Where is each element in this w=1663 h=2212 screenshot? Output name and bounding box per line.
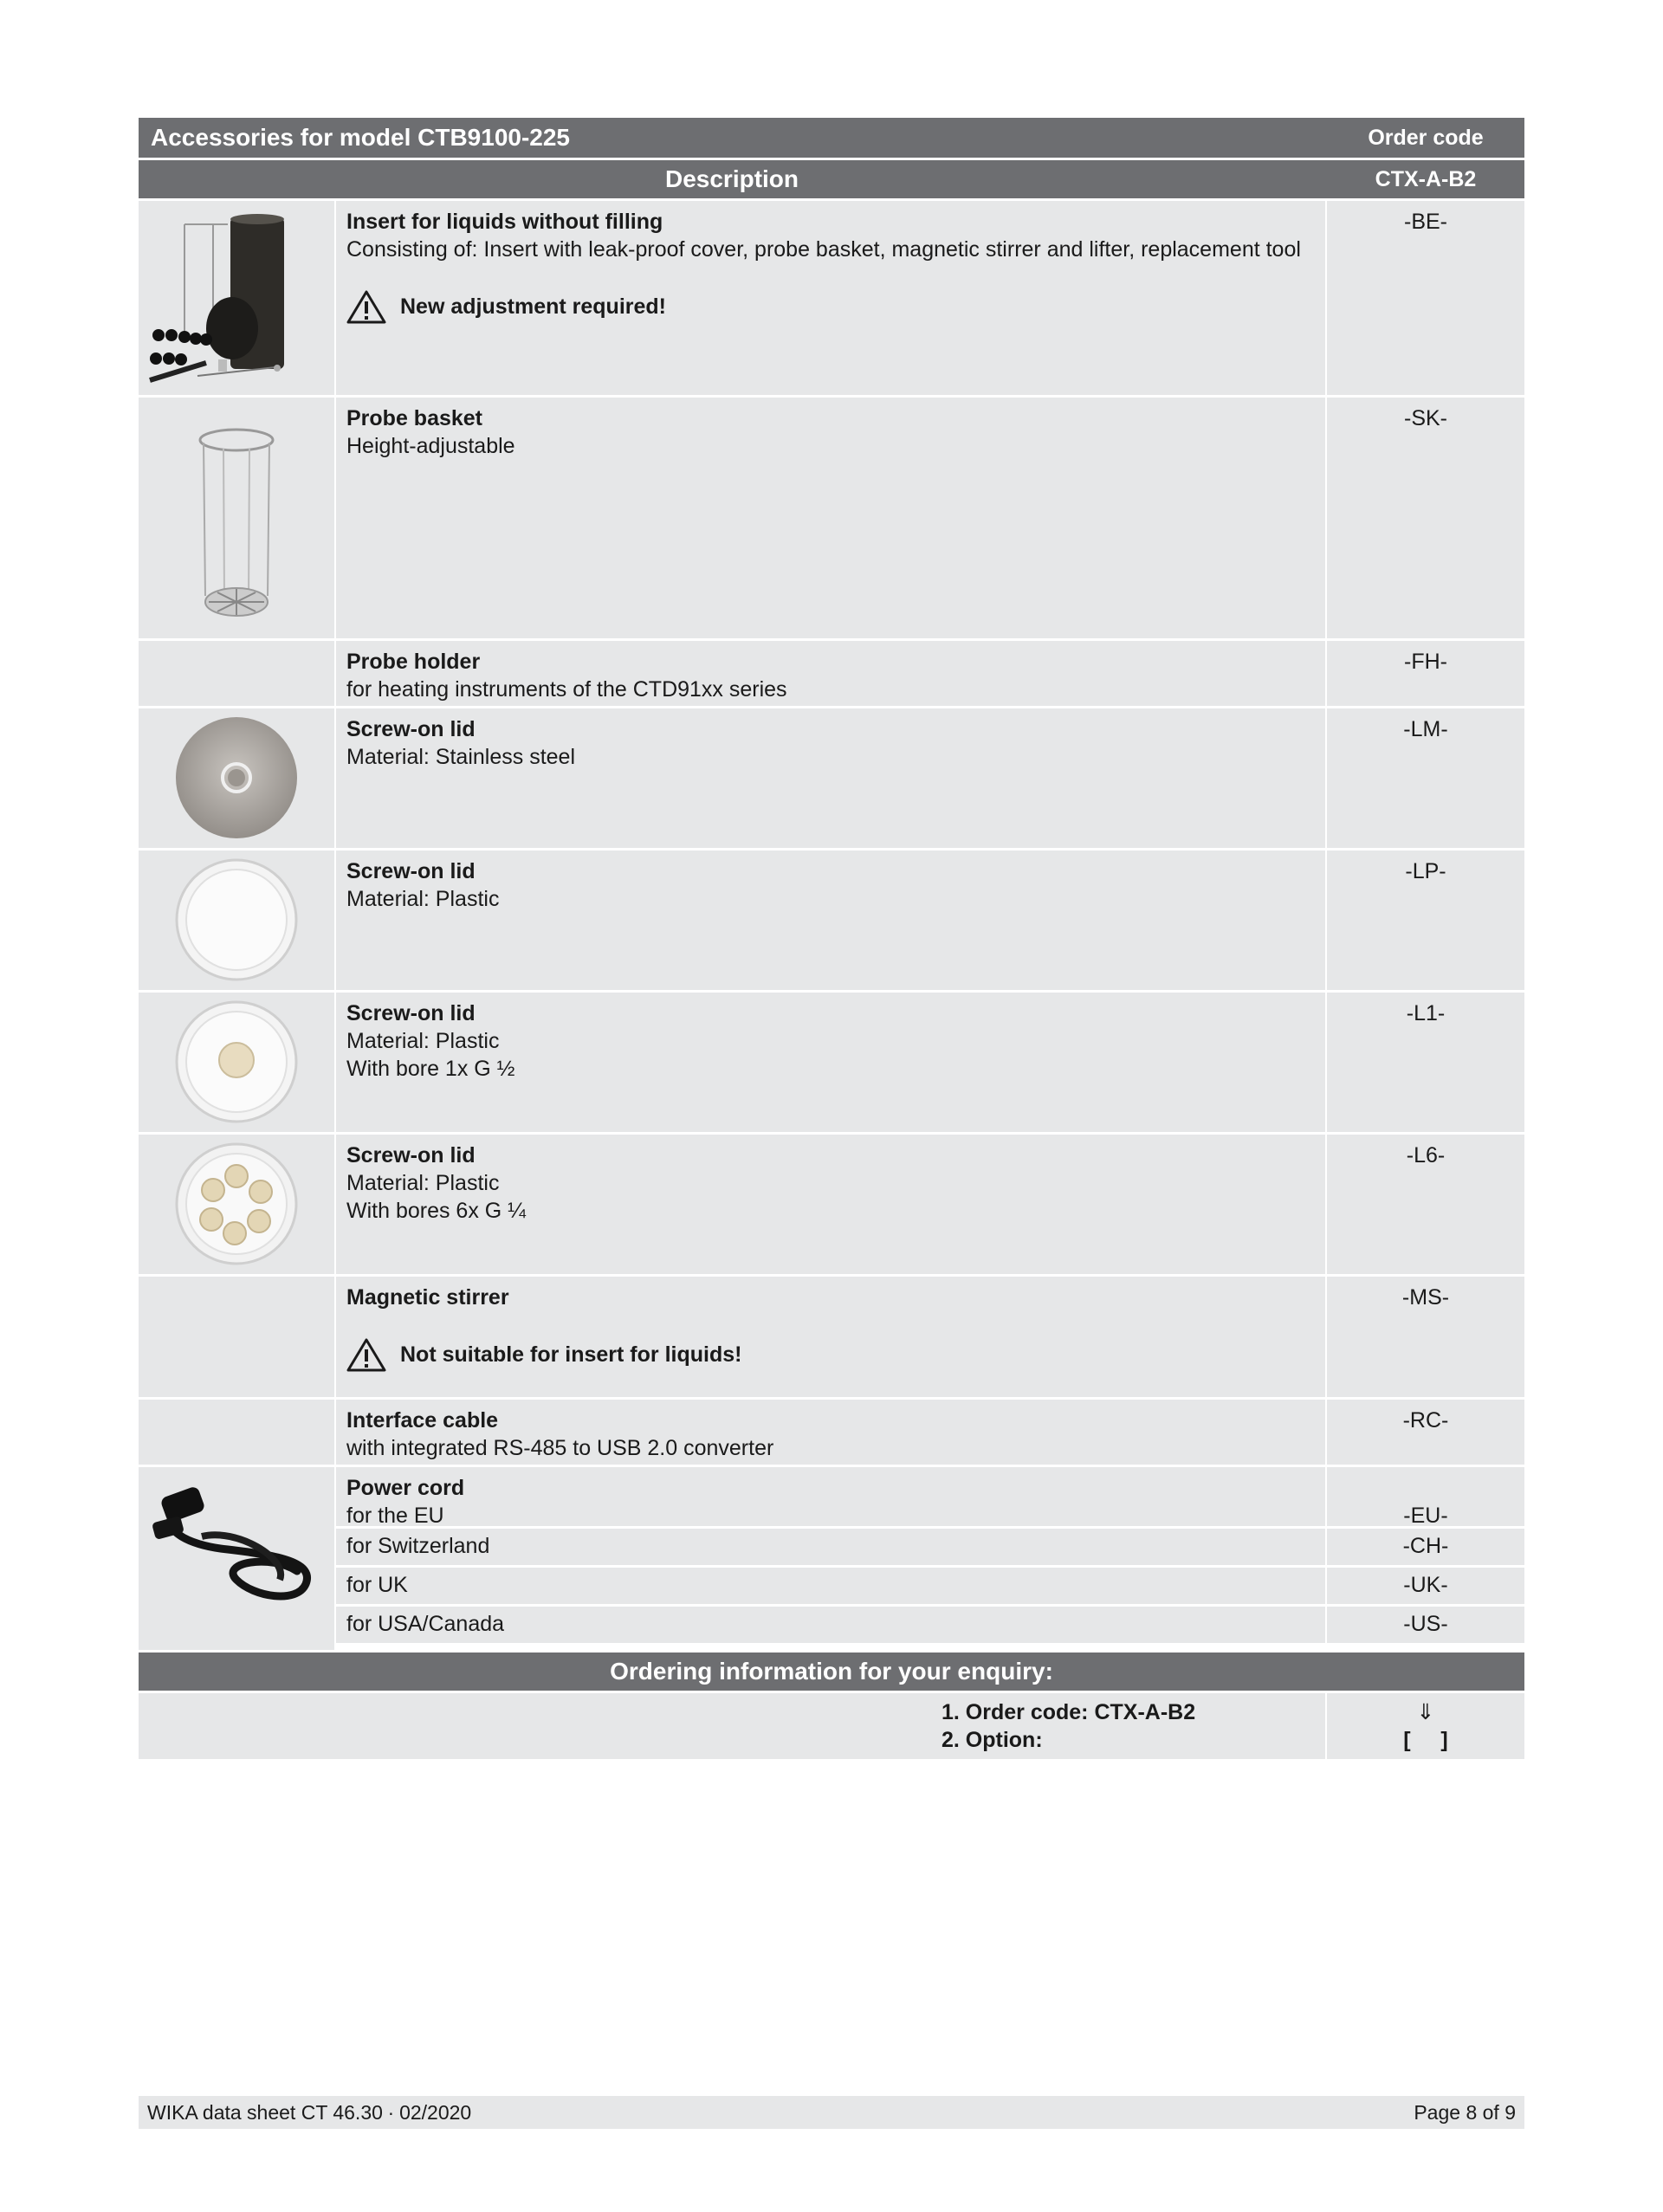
description-header: Description (664, 165, 799, 192)
order-code: -RC- (1327, 1400, 1524, 1465)
item-title: Insert for liquids without filling (346, 210, 663, 234)
page-footer (139, 2096, 1524, 2129)
order-code: -FH- (1327, 641, 1524, 706)
code-prefix-header: CTX-A-B2 (1375, 167, 1477, 191)
item-description: Material: Plastic (346, 1171, 500, 1195)
table-row (139, 1400, 1524, 1465)
order-code: -SK- (1327, 398, 1524, 638)
item-title: Probe holder (346, 650, 481, 674)
footer-document-ref: WIKA data sheet CT 46.30 ∙ 02/2020 (147, 2100, 472, 2124)
item-description: With bore 1x G ½ (346, 1057, 515, 1081)
footer-page-number: Page 8 of 9 (1414, 2100, 1516, 2124)
item-title: Magnetic stirrer (346, 1285, 509, 1310)
warning-icon (346, 289, 386, 324)
warning-notice (346, 289, 1315, 324)
order-code: -LP- (1327, 851, 1524, 990)
table-row (139, 993, 1524, 1132)
warning-icon (346, 1337, 386, 1372)
warning-text: Not suitable for insert for liquids! (400, 1342, 742, 1367)
order-code: -BE- (1327, 201, 1524, 395)
table-title: Accessories for model CTB9100-225 (151, 124, 570, 151)
table-row (139, 398, 1524, 638)
order-code: -CH- (1327, 1529, 1524, 1565)
warning-notice (346, 1337, 1315, 1372)
order-code: -UK- (1327, 1568, 1524, 1604)
probe-basket-photo (139, 398, 334, 638)
item-description: for heating instruments of the CTD91xx series (346, 677, 787, 702)
item-description: Material: Stainless steel (346, 745, 576, 769)
table-row (139, 641, 1524, 706)
item-description: for UK (336, 1568, 1325, 1604)
ordering-row (139, 1693, 1524, 1759)
table-row (139, 201, 1524, 395)
item-title: Probe basket (346, 406, 483, 430)
item-title: Screw-on lid (346, 717, 476, 741)
item-description: Consisting of: Insert with leak-proof cover, probe basket, magnetic stirrer and lifter, replacement tool (346, 237, 1301, 262)
order-code-line: 1. Order code: CTX-A-B2 (942, 1700, 1196, 1724)
table-header-row (139, 118, 1524, 158)
item-title: Power cord (346, 1476, 465, 1500)
order-code-header: Order code (1368, 126, 1484, 150)
item-description: Material: Plastic (346, 887, 500, 911)
table-subheader-row (139, 160, 1524, 198)
item-title: Screw-on lid (346, 1001, 476, 1025)
plastic-lid-photo (139, 851, 334, 990)
option-input-bracket: [ ] (1403, 1728, 1448, 1752)
lid-one-bore-photo (139, 993, 334, 1132)
accessories-table (139, 118, 1524, 1759)
item-description: for USA/Canada (336, 1607, 1325, 1643)
power-cord-block (139, 1467, 1524, 1650)
order-code: -LM- (1327, 708, 1524, 848)
item-title: Screw-on lid (346, 859, 476, 883)
order-code: -L6- (1327, 1135, 1524, 1274)
item-description: with integrated RS-485 to USB 2.0 converter (346, 1436, 774, 1460)
ordering-header: Ordering information for your enquiry: (139, 1653, 1524, 1691)
steel-lid-photo (139, 708, 334, 848)
warning-text: New adjustment required! (400, 294, 666, 319)
power-cord-photo (139, 1467, 334, 1650)
order-code: -US- (1327, 1607, 1524, 1643)
order-code: -EU- (1327, 1467, 1524, 1526)
table-row (139, 1277, 1524, 1397)
option-line: 2. Option: (942, 1728, 1043, 1752)
table-row (139, 708, 1524, 848)
item-title: Screw-on lid (346, 1143, 476, 1167)
table-row (139, 851, 1524, 990)
item-description: for Switzerland (336, 1529, 1325, 1565)
item-description: for the EU (346, 1504, 444, 1528)
item-description: With bores 6x G ¼ (346, 1199, 527, 1223)
order-code: -L1- (1327, 993, 1524, 1132)
lid-six-bores-photo (139, 1135, 334, 1274)
item-description: Material: Plastic (346, 1029, 500, 1053)
item-description: Height-adjustable (346, 434, 515, 458)
item-title: Interface cable (346, 1408, 499, 1433)
table-row (139, 1135, 1524, 1274)
insert-for-liquids-photo (139, 201, 334, 395)
down-arrow-icon: ⇓ (1416, 1700, 1435, 1724)
order-code: -MS- (1327, 1277, 1524, 1397)
